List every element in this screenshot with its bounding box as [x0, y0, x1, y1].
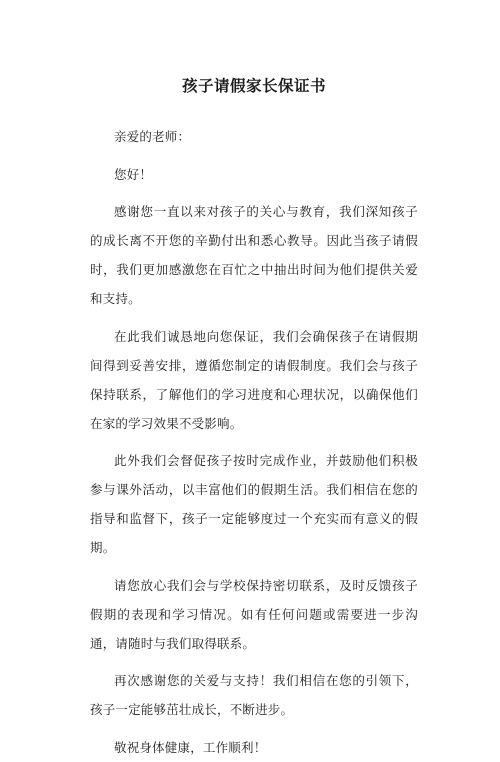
paragraph-homework: 此外我们会督促孩子按时完成作业，并鼓励他们积极参与课外活动，以丰富他们的假期生活。我们相信在您的指导和监督下，孩子一定能够度过一个充实而有意义的假期。 — [90, 453, 418, 555]
paragraph-guarantee: 在此我们诚恳地向您保证，我们会确保孩子在请假期间得到妥善安排，遵循您制定的请假制度。我们会与孩子保持联系，了解他们的学习进度和心理状况，以确保他们在家的学习效果不受影响。 — [90, 328, 418, 431]
closing: 敬祝身体健康，工作顺利！ — [114, 739, 267, 755]
document-title: 孩子请假家长保证书 — [181, 76, 326, 95]
salutation: 亲爱的老师： — [114, 129, 191, 144]
document-body — [90, 122, 418, 762]
greeting: 您好！ — [114, 166, 153, 182]
paragraph-thanks: 感谢您一直以来对孩子的关心与教育，我们深知孩子的成长离不开您的辛勤付出和悉心教导。因此当孩子请假时，我们更加感激您在百忙之中抽出时间为他们提供关爱和支持。 — [90, 204, 418, 306]
paragraph-contact: 请您放心我们会与学校保持密切联系，及时反馈孩子假期的表现和学习情况。如有任何问题或需要进一步沟通，请随时与我们取得联系。 — [90, 577, 418, 651]
paragraph-gratitude: 再次感谢您的关爱与支持！我们相信在您的引领下，孩子一定能够茁壮成长，不断进步。 — [90, 673, 418, 717]
